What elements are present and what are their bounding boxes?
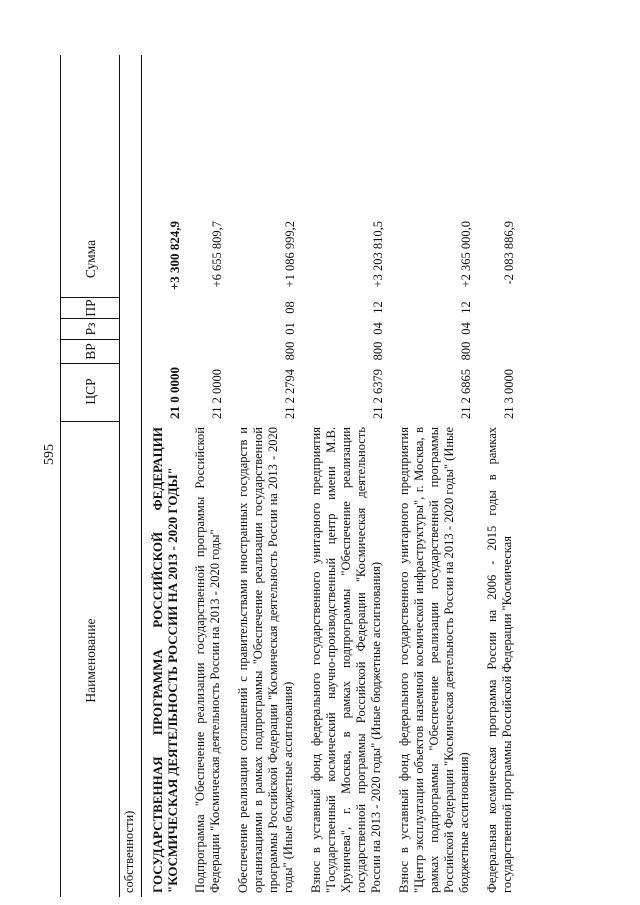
- row-name: Обеспечение реализации соглашений с правительствами иностранных государств и организациями в рамках подпрограммы "Обеспечение реализации государственной программы Российской Федерации "Космическая деятельность России на 2013 - 2020 годы" (Иные бюджетные ассигнования): [236, 427, 295, 893]
- row-rz: 04: [371, 322, 385, 335]
- header-rz: Рз: [61, 318, 119, 339]
- row-rz: 04: [459, 322, 473, 335]
- row-csr: 21 2 6865: [459, 369, 473, 419]
- row-rz: 01: [283, 322, 297, 335]
- header-csr: ЦСР: [61, 363, 119, 421]
- row-name: собственности): [122, 810, 136, 893]
- row-name: Взнос в уставный фонд федерального государственного унитарного предприятия "Государственный космический научно-производственный центр имени М.В. Хруничева", г. Москва, в рамках подпрограммы "Обеспечение реализации государственной программы Российской Федерации "Космическая деятельность России на 2013 - 2020 годы" (Иные бюджетные ассигнования): [309, 427, 383, 893]
- row-sum: +3 300 824,9: [167, 221, 182, 291]
- page-number: 595: [42, 444, 57, 465]
- row-sum: -2 083 886,9: [502, 221, 516, 285]
- row-vr: 800: [459, 341, 473, 361]
- row-pr: 12: [459, 301, 473, 314]
- header-sum: Сумма: [82, 239, 98, 279]
- table-row: [148, 55, 182, 897]
- continuation-row: [120, 55, 142, 897]
- row-csr: 21 3 0000: [502, 369, 516, 419]
- table-header: [60, 55, 120, 897]
- row-csr: 21 2 6379: [371, 369, 385, 419]
- header-vr: ВР: [61, 339, 119, 363]
- row-vr: 800: [283, 341, 297, 361]
- row-name: ГОСУДАРСТВЕННАЯ ПРОГРАММА РОССИЙСКОЙ ФЕДЕРАЦИИ "КОСМИЧЕСКАЯ ДЕЯТЕЛЬНОСТЬ РОССИИ НА 2013 - 2020 ГОДЫ": [150, 427, 180, 893]
- header-pr: ПР: [61, 297, 119, 318]
- row-pr: 12: [371, 301, 385, 314]
- row-sum: +6 655 809,7: [210, 221, 224, 288]
- row-sum: +2 365 000,0: [459, 221, 473, 288]
- row-name: Федеральная космическая программа России на 2006 - 2015 годы в рамках государственной программы Российской Федерации "Космическая: [485, 427, 514, 893]
- table-row: [191, 55, 225, 897]
- row-sum: +1 086 999,2: [283, 221, 297, 288]
- row-pr: 08: [283, 301, 297, 314]
- row-csr: 21 2 0000: [210, 369, 224, 419]
- row-csr: 21 0 0000: [167, 367, 182, 419]
- table-row: [307, 55, 386, 897]
- row-name: Подпрограмма "Обеспечение реализации государственной программы Российской Федерации "Космическая деятельность России на 2013 - 2020 годы": [193, 427, 222, 893]
- row-csr: 21 2 2794: [283, 369, 297, 419]
- table-row: [483, 55, 517, 897]
- row-sum: +3 203 810,5: [371, 221, 385, 288]
- header-name: Наименование: [61, 421, 119, 897]
- table-row: [234, 55, 298, 897]
- row-name: Взнос в уставный фонд федерального государственного унитарного предприятия "Центр эксплуатации объектов наземной космической инфраструктуры", г. Москва, в рамках подпрограммы "Обеспечение реализации государственной программы Российской Федерации "Космическая деятельность России на 2013 - 2020 годы" (Иные бюджетные ассигнования): [397, 427, 471, 893]
- row-vr: 800: [371, 341, 385, 361]
- table-row: [395, 55, 474, 897]
- budget-table: [60, 55, 517, 897]
